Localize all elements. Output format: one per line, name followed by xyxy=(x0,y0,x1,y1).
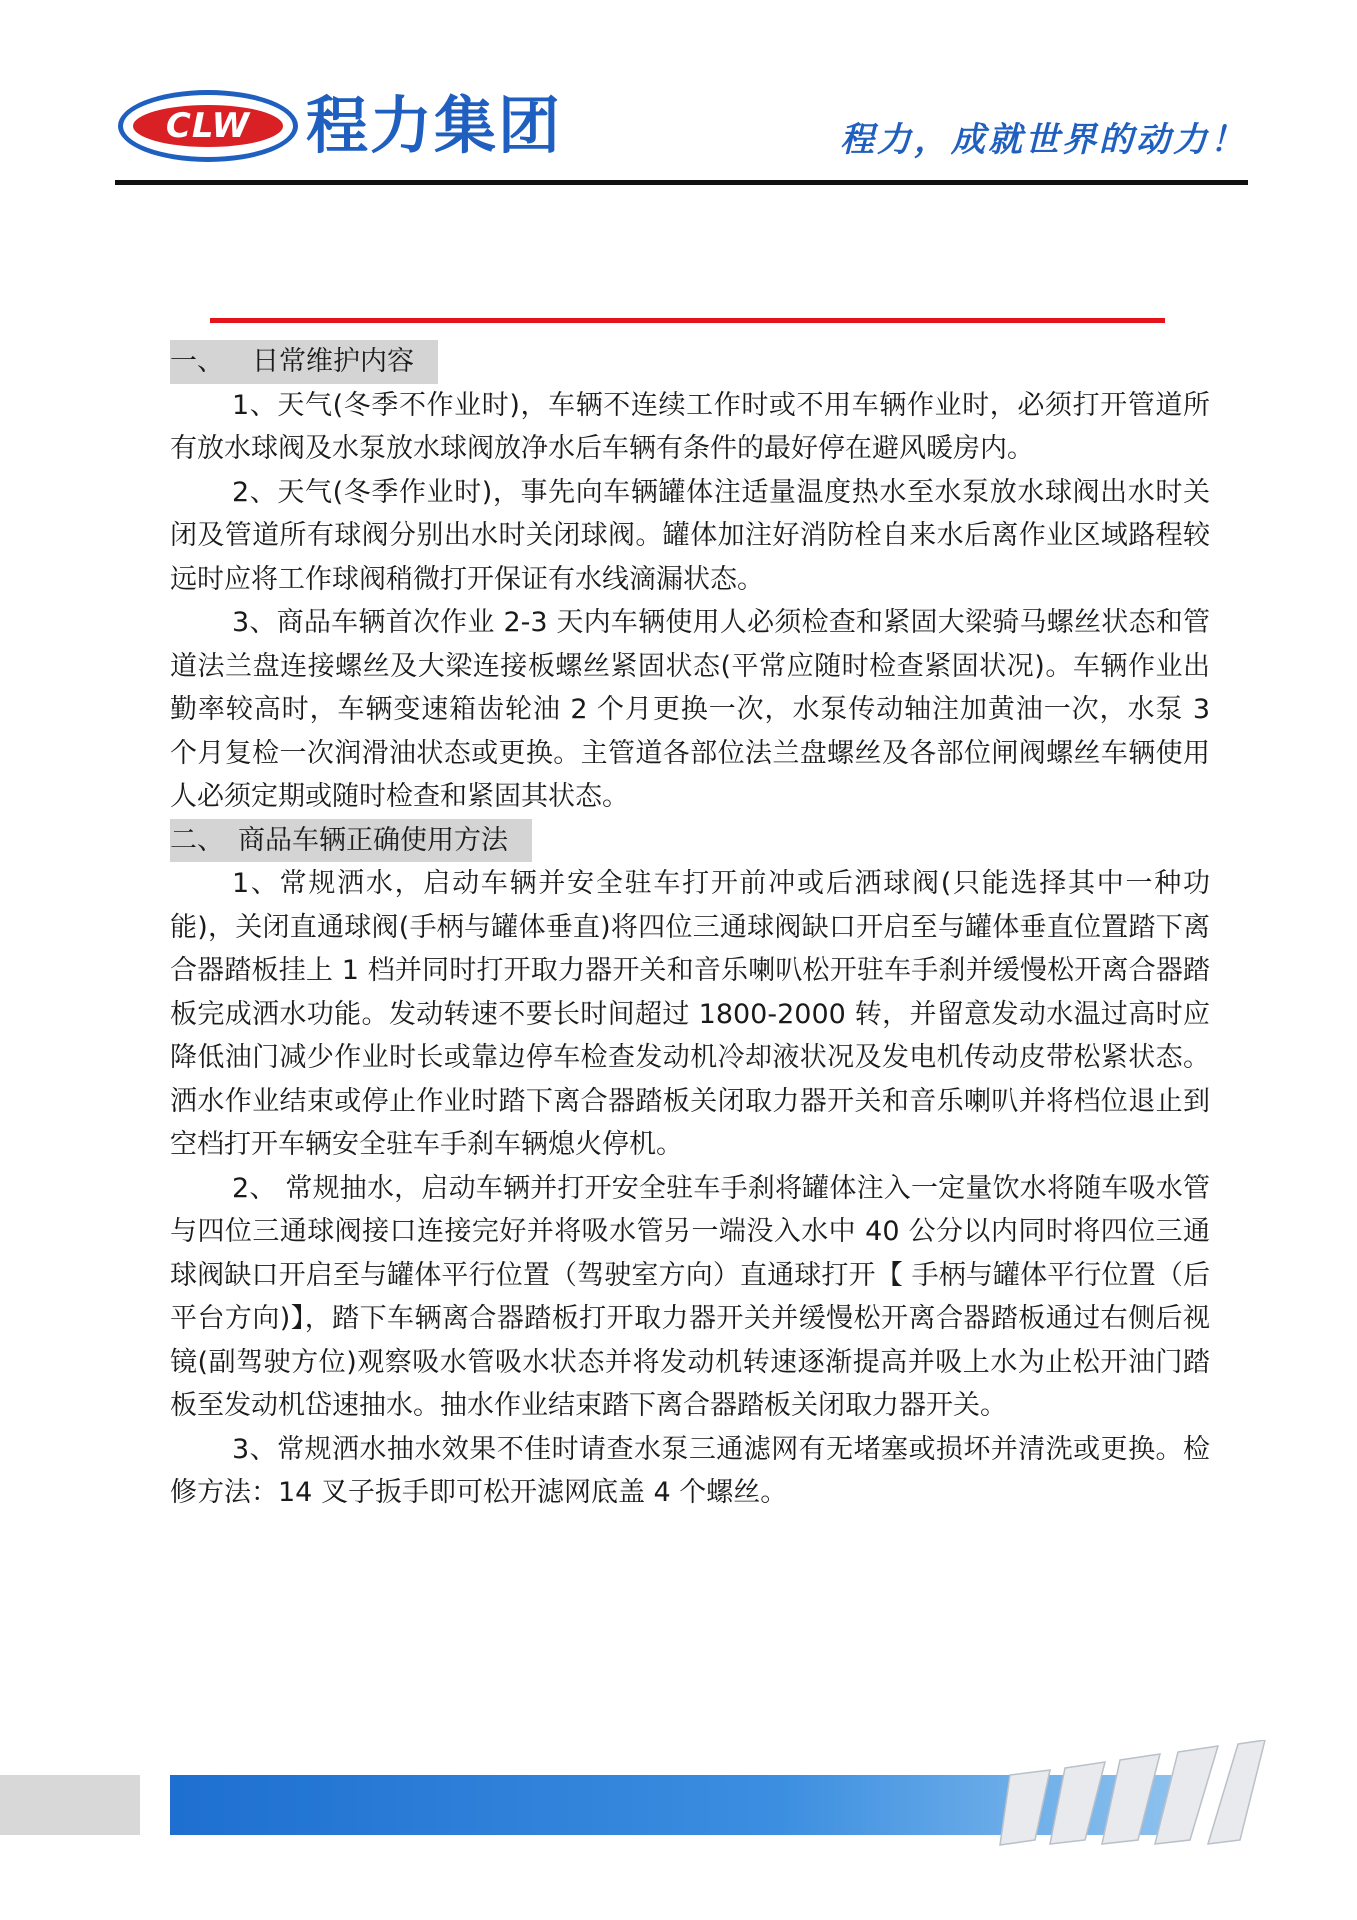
section-title-text: 商品车辆正确使用方法 xyxy=(238,824,508,856)
logo-emblem xyxy=(118,90,298,162)
company-slogan: 程力，成就世界的动力！ xyxy=(840,120,1247,160)
section-usage xyxy=(170,819,1210,1515)
page-footer xyxy=(0,1775,1357,1855)
page-header xyxy=(0,0,1357,190)
section-number: 一、 xyxy=(170,346,224,377)
paragraph: 2、天气(冬季作业时)，事先向车辆罐体注适量温度热水至水泵放水球阀出水时关闭及管道所有球阀分别出水时关闭球阀。罐体加注好消防栓自来水后离作业区域路程较远时应将工作球阀稍微打开保证有水线滴漏状态。 xyxy=(170,476,1210,595)
paragraph: 3、常规洒水抽水效果不佳时请查水泵三通滤网有无堵塞或损坏并清洗或更换。检修方法：14 叉子扳手即可松开滤网底盖 4 个螺丝。 xyxy=(170,1433,1210,1508)
company-logo xyxy=(118,82,618,168)
paragraph: 2、 常规抽水，启动车辆并打开安全驻车手刹将罐体注入一定量饮水将随车吸水管与四位三通球阀接口连接完好并将吸水管另一端没入水中 40 公分以内同时将四位三通球阀缺口开启至与罐体平行位置（驾驶室方向）直通球打开【 手柄与罐体平行位置（后平台方向)】，踏下车辆离合器踏板打开取力器开关并缓慢松开离合器踏板通过右侧后视镜(副驾驶方位)观察吸水管吸水状态并将发动机转速逐渐提高并吸上水为止松开油门踏板至发动机岱速抽水。抽水作业结束踏下离合器踏板关闭取力器开关。 xyxy=(170,1172,1210,1421)
logo-abbreviation: CLW xyxy=(165,106,251,146)
section-title-text: 日常维护内容 xyxy=(252,346,414,377)
paragraph: 1、常规洒水，启动车辆并安全驻车打开前冲或后洒球阀(只能选择其中一种功能)，关闭直通球阀(手柄与罐体垂直)将四位三通球阀缺口开启至与罐体垂直位置踏下离合器踏板挂上 1 档并同时打开取力器开关和音乐喇叭松开驻车手刹并缓慢松开离合器踏板完成洒水功能。发动转速不要长时间超过 1800-2000 转，并留意发动水温过高时应降低油门减少作业时长或靠边停车检查发动机冷却液状况及发电机传动皮带松紧状态。洒水作业结束或停止作业时踏下离合器踏板关闭取力器开关和音乐喇叭并将档位退止到空档打开车辆安全驻车手刹车辆熄火停机。 xyxy=(170,868,1210,1160)
section-number: 二、 xyxy=(170,824,224,856)
header-divider xyxy=(115,180,1248,185)
paragraph: 1、天气(冬季不作业时)，车辆不连续工作时或不用车辆作业时，必须打开管道所有放水球阀及水泵放水球阀放净水后车辆有条件的最好停在避风暖房内。 xyxy=(170,389,1210,464)
company-name: 程力集团 xyxy=(306,89,563,162)
section-maintenance xyxy=(170,340,1210,819)
footer-gray-tab xyxy=(0,1775,140,1835)
footer-chevron-decoration xyxy=(990,1740,1290,1870)
paragraph: 3、商品车辆首次作业 2-3 天内车辆使用人必须检查和紧固大梁骑马螺丝状态和管道法兰盘连接螺丝及大梁连接板螺丝紧固状态(平常应随时检查紧固状况)。车辆作业出勤率较高时，车辆变速箱齿轮油 2 个月更换一次，水泵传动轴注加黄油一次，水泵 3 个月复检一次润滑油状态或更换。主管道各部位法兰盘螺丝及各部位闸阀螺丝车辆使用人必须定期或随时检查和紧固其状态。 xyxy=(170,607,1210,812)
document-body xyxy=(170,340,1210,1515)
section-title xyxy=(170,340,438,384)
red-divider xyxy=(210,318,1165,323)
section-title xyxy=(170,819,532,863)
